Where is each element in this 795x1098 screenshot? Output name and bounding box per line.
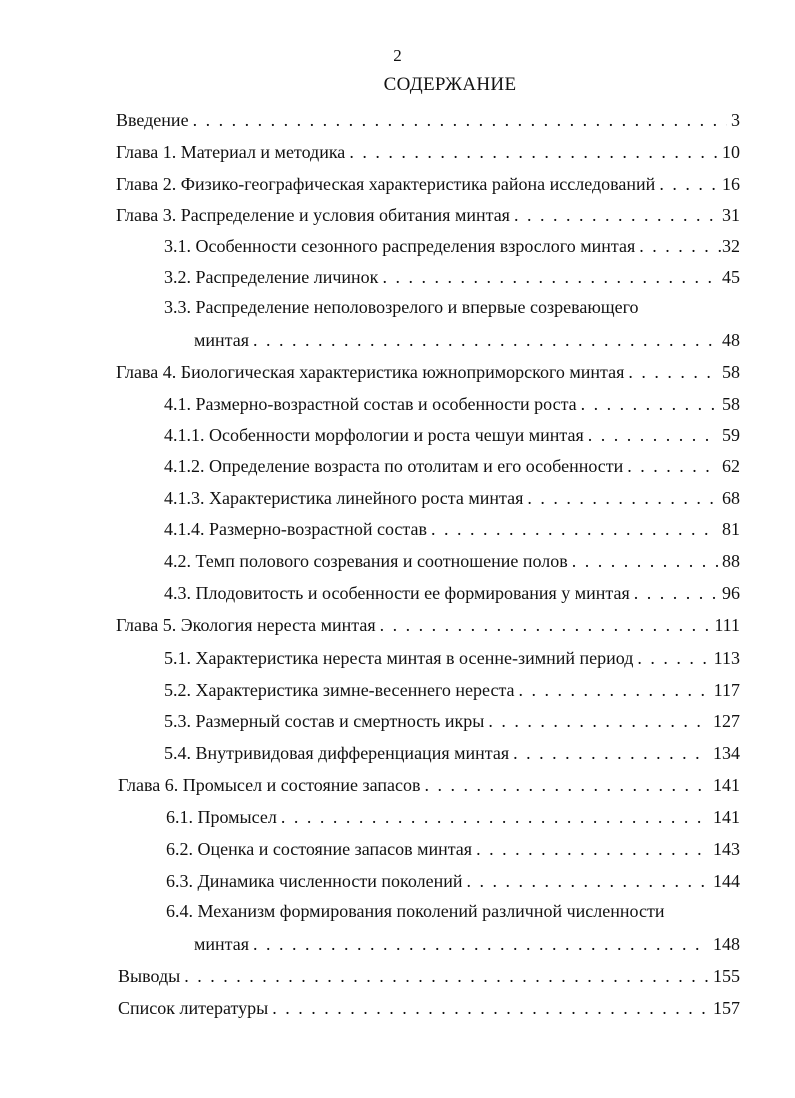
toc-entry-page: 157 [713,998,740,1018]
toc-entry-section-3-3[interactable] [194,327,740,351]
leader-dots [659,173,718,195]
toc-entry-section-6-2[interactable] [166,836,740,860]
leader-dots [380,614,711,636]
toc-entry-label: 6.3. Динамика численности поколений [166,871,463,891]
page-number: 2 [393,46,402,65]
toc-entry-label: Глава 6. Промысел и состояние запасов [118,775,421,795]
toc-entry-section-3-2[interactable] [164,264,740,288]
leader-dots [527,487,718,509]
toc-entry-page: 59 [722,425,740,445]
leader-dots [588,424,718,446]
toc-entry-section-4-1[interactable] [164,391,740,415]
leader-dots [581,393,718,415]
toc-entry-page: 58 [722,362,740,382]
toc-entry-section-4-1-4[interactable] [164,516,740,540]
toc-entry-page: 88 [722,551,740,571]
toc-entry-page: 31 [722,205,740,225]
leader-dots [488,710,709,732]
toc-entry-page: 48 [722,330,740,350]
toc-entry-page: 113 [713,648,740,668]
toc-entry-label: 4.1.1. Особенности морфологии и роста чешуи минтая [164,425,584,445]
toc-entry-label: Введение [116,110,189,130]
leader-dots [637,647,709,669]
toc-entry-section-5-4[interactable] [164,740,740,764]
leader-dots [424,774,709,796]
leader-dots [349,141,718,163]
leader-dots [281,806,709,828]
toc-entry-section-6-4-line1[interactable]: 6.4. Механизм формирования поколений различной численности [166,901,665,921]
toc-entry-label: минтая [194,330,250,350]
toc-entry-chapter-4[interactable] [116,359,740,383]
toc-entry-label: Список литературы [118,998,269,1018]
leader-dots [476,838,709,860]
leader-dots [193,109,727,131]
toc-entry-label: 4.1.3. Характеристика линейного роста минтая [164,488,524,508]
toc-entry-chapter-2[interactable] [116,171,740,195]
toc-entry-label: 5.2. Характеристика зимне-весеннего нереста [164,680,515,700]
toc-entry-page: 62 [722,456,740,476]
toc-entry-page: 3 [731,110,740,130]
toc-entry-section-6-1[interactable] [166,804,740,828]
toc-entry-section-5-1[interactable] [164,645,740,669]
toc-entry-section-5-3[interactable] [164,708,740,732]
toc-entry-section-6-4[interactable] [194,931,740,955]
leader-dots [253,329,718,351]
leader-dots [634,582,718,604]
toc-entry-page: 144 [713,871,740,891]
toc-entry-section-4-1-3[interactable] [164,485,740,509]
toc-entry-section-5-2[interactable] [164,677,740,701]
toc-entry-page: 58 [722,394,740,414]
toc-entry-chapter-5[interactable] [116,612,740,636]
toc-entry-page: 117 [713,680,740,700]
toc-entry-label: Глава 3. Распределение и условия обитания минтая [116,205,510,225]
toc-entry-page: .32 [717,236,740,256]
leader-dots [628,361,718,383]
toc-entry-introduction[interactable] [116,107,740,131]
toc-entry-page: 81 [722,519,740,539]
toc-entry-label: 5.1. Характеристика нереста минтая в осенне-зимний период [164,648,634,668]
toc-entry-page: 148 [713,934,740,954]
toc-entry-page: 141 [713,775,740,795]
toc-entry-chapter-6[interactable] [118,772,740,796]
toc-entry-chapter-3[interactable] [116,202,740,226]
leader-dots [639,235,713,257]
toc-entry-label: 5.4. Внутривидовая дифференциация минтая [164,743,510,763]
toc-entry-page: 96 [722,583,740,603]
toc-entry-conclusions[interactable] [118,963,740,987]
toc-entry-chapter-1[interactable] [116,139,740,163]
toc-entry-label: минтая [194,934,250,954]
toc-entry-label: 5.3. Размерный состав и смертность икры [164,711,485,731]
toc-entry-label: 4.1.4. Размерно-возрастной состав [164,519,427,539]
toc-entry-page: 134 [713,743,740,763]
toc-entry-page: 68 [722,488,740,508]
toc-entry-label: Глава 5. Экология нереста минтая [116,615,376,635]
leader-dots [184,965,709,987]
leader-dots [431,518,718,540]
toc-entry-label: 4.2. Темп полового созревания и соотношение полов [164,551,568,571]
toc-entry-label: 4.1. Размерно-возрастной состав и особенности роста [164,394,577,414]
toc-entry-page: 143 [713,839,740,859]
leader-dots [382,266,718,288]
toc-entry-label: Выводы [118,966,181,986]
toc-entry-page: 127 [713,711,740,731]
leader-dots [514,204,718,226]
toc-entry-label: Глава 1. Материал и методика [116,142,346,162]
toc-entry-section-4-2[interactable] [164,548,740,572]
toc-entry-page: 45 [722,267,740,287]
toc-entry-section-3-1[interactable] [164,233,740,257]
toc-entry-section-4-1-1[interactable] [164,422,740,446]
toc-entry-section-4-1-2[interactable] [164,453,740,477]
page-title: СОДЕРЖАНИЕ [383,74,517,95]
toc-entry-label: 3.1. Особенности сезонного распределения взрослого минтая [164,236,636,256]
toc-entry-label: 6.2. Оценка и состояние запасов минтая [166,839,473,859]
toc-entry-references[interactable] [118,995,740,1019]
toc-entry-label: Глава 4. Биологическая характеристика южноприморского минтая [116,362,625,382]
toc-entry-section-4-3[interactable] [164,580,740,604]
toc-entry-label: 4.1.2. Определение возраста по отолитам и его особенности [164,456,624,476]
toc-entry-label: 4.3. Плодовитость и особенности ее формирования у минтая [164,583,630,603]
leader-dots [627,455,718,477]
toc-entry-page: 141 [713,807,740,827]
leader-dots [253,933,709,955]
toc-entry-section-3-3-line1[interactable]: 3.3. Распределение неполовозрелого и впервые созревающего [164,297,639,317]
leader-dots [572,550,718,572]
leader-dots [466,870,709,892]
toc-entry-page: 16 [722,174,740,194]
leader-dots [513,742,709,764]
leader-dots [272,997,709,1019]
toc-entry-label: 6.1. Промысел [166,807,277,827]
toc-entry-section-6-3[interactable] [166,868,740,892]
toc-entry-label: 3.2. Распределение личинок [164,267,379,287]
toc-entry-page: 10 [722,142,740,162]
leader-dots [519,679,710,701]
toc-entry-page: 111 [714,615,740,635]
toc-entry-page: 155 [713,966,740,986]
toc-entry-label: Глава 2. Физико-географическая характеристика района исследований [116,174,656,194]
